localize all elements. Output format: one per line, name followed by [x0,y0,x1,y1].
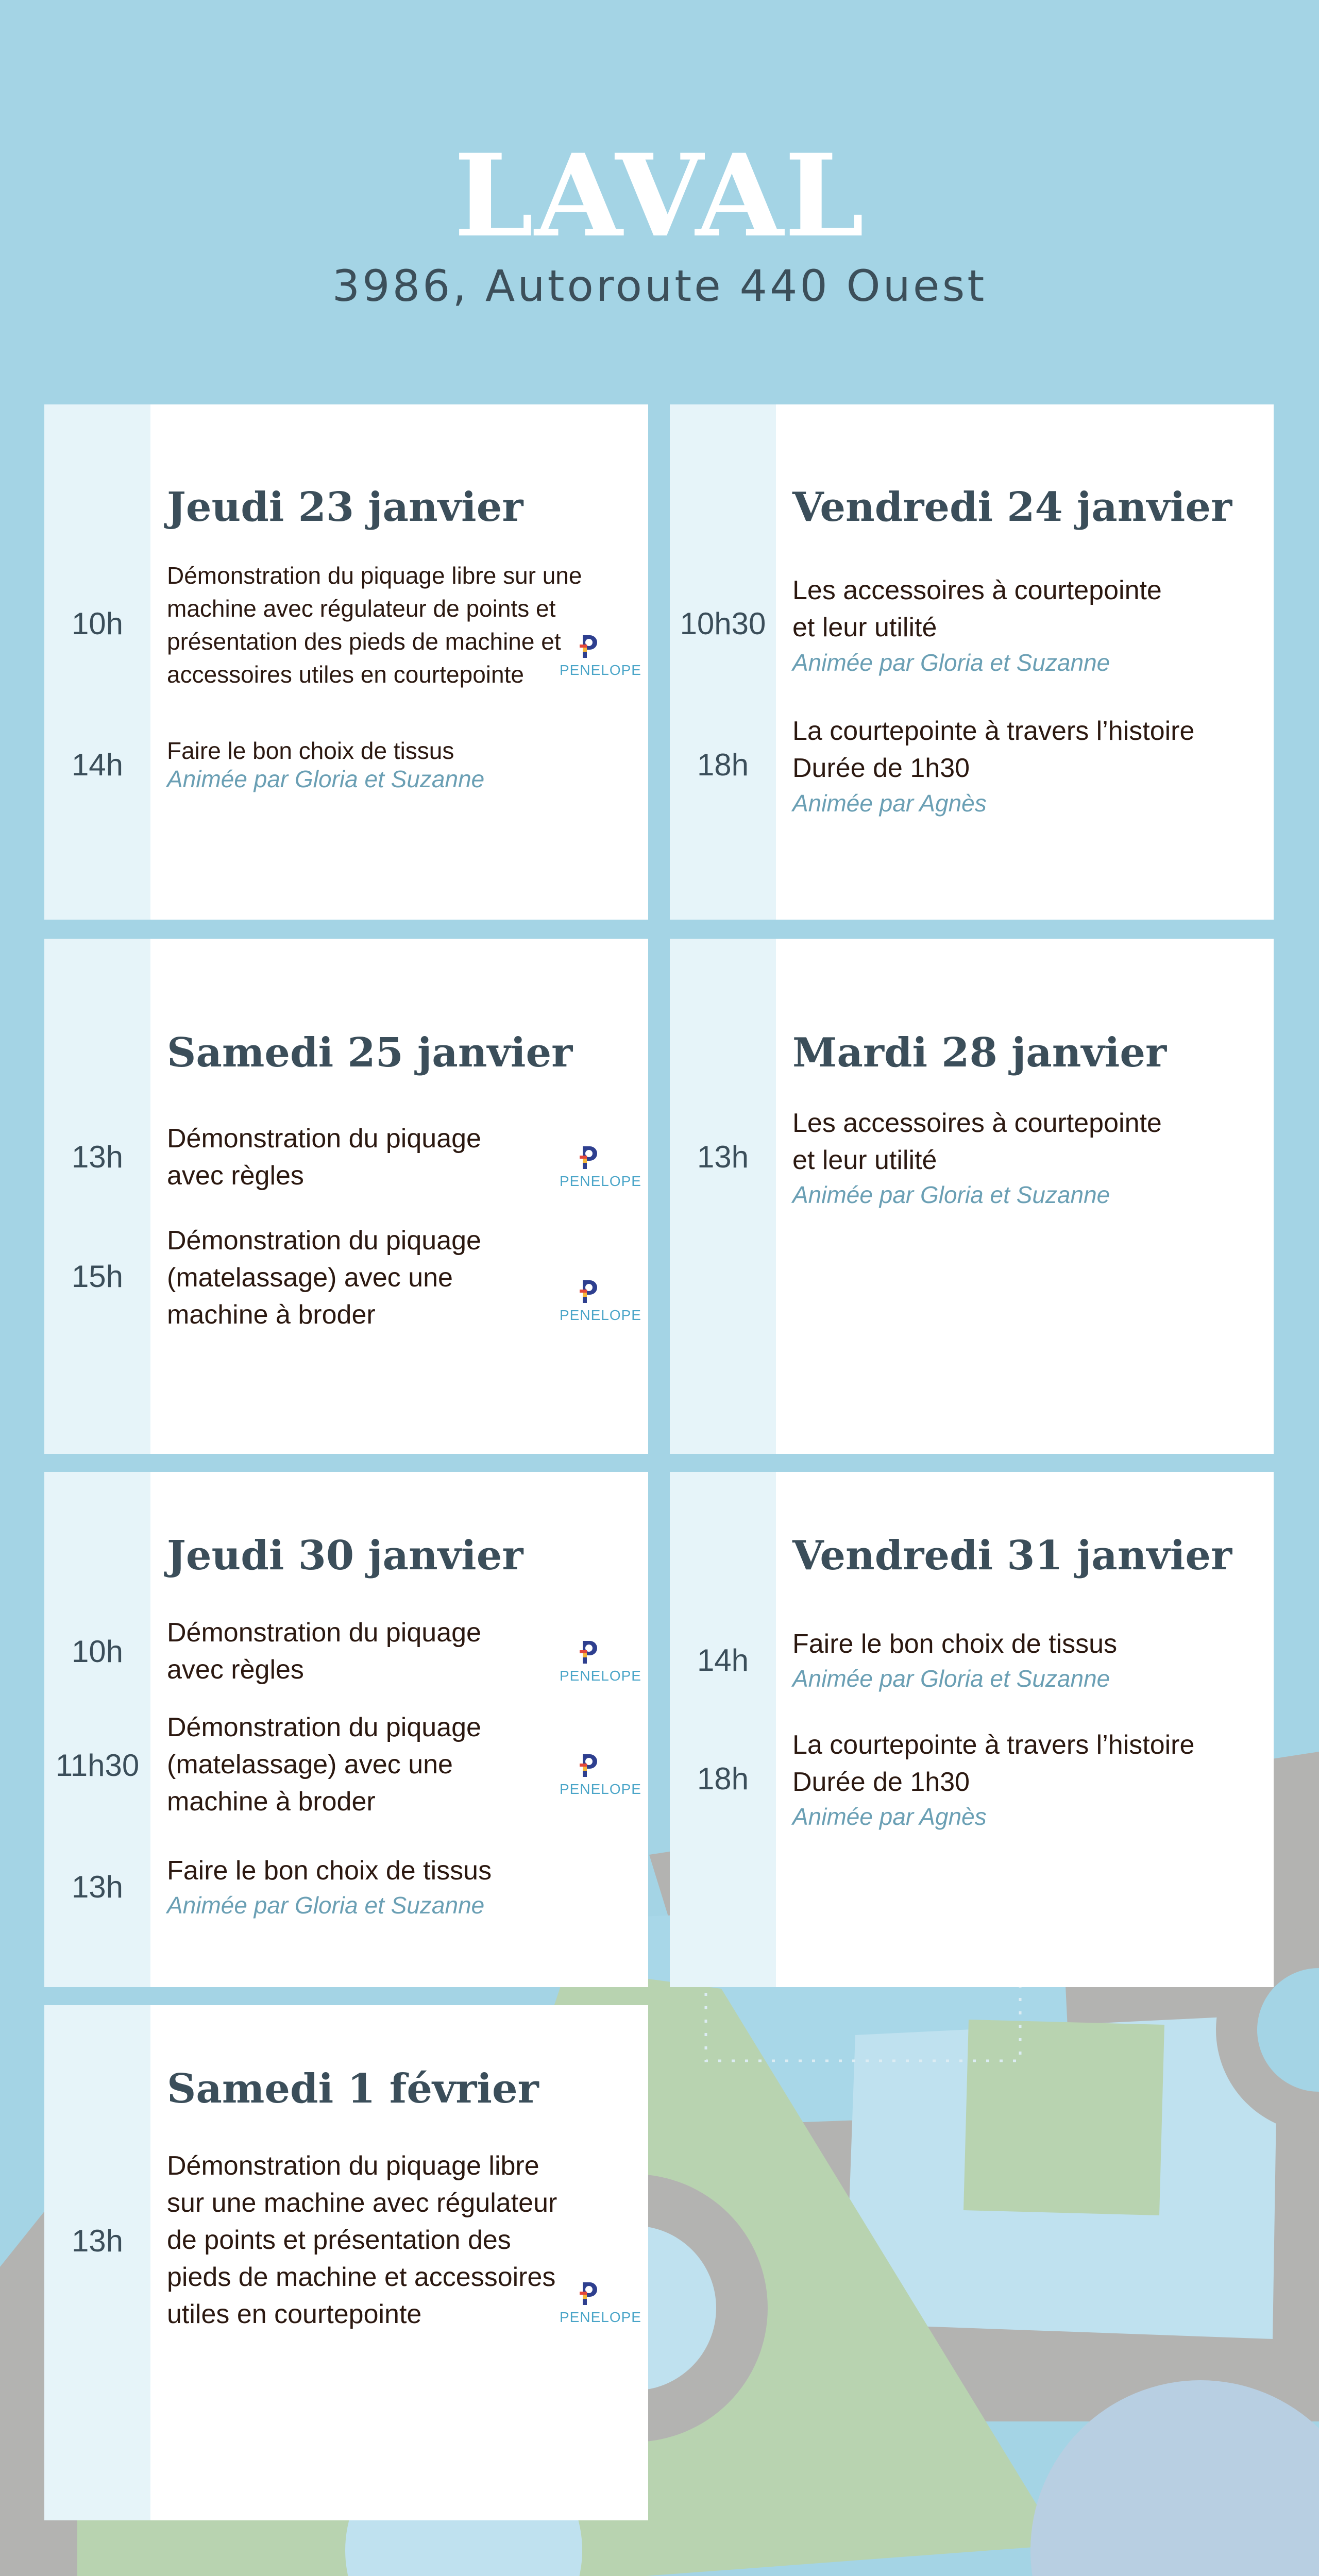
time-rail [44,2005,150,2520]
event-description: Démonstration du piquage (matelassage) avec une machine à broder [167,1226,481,1330]
event-description: Démonstration du piquage libre sur une machine avec régulateur de points et présentation des pieds de machine et accessoires utiles en courtepointe [167,562,582,688]
event-time: 13h [71,2224,124,2258]
day-card [670,939,1274,1454]
time-rail [44,404,150,920]
day-title: Jeudi 23 janvier [167,484,523,531]
event-animator: Animée par Gloria et Suzanne [792,1665,1110,1692]
event-time: 18h [697,1761,749,1796]
time-rail [670,939,776,1454]
day-card [44,939,648,1454]
brand-name: PENELOPE [560,1781,641,1797]
event-time: 10h [71,1634,124,1669]
day-card [44,2005,648,2520]
event-description: Démonstration du piquage (matelassage) avec une machine à broder [167,1713,481,1817]
penelope-logo-icon [560,1750,641,1807]
day-card [670,404,1274,920]
event-time: 15h [71,1259,124,1294]
event-time: 14h [697,1643,749,1677]
day-title: Vendredi 24 janvier [792,484,1232,531]
brand-name: PENELOPE [560,1173,641,1189]
event-time: 14h [71,748,124,782]
event-animator: Animée par Gloria et Suzanne [167,1892,485,1919]
event-description: Démonstration du piquage avec règles [167,1618,481,1685]
time-rail [670,404,776,920]
penelope-logo-icon [560,631,641,688]
event-description: La courtepointe à travers l’histoire Durée de 1h30 [792,1730,1195,1797]
event-time: 13h [71,1870,124,1904]
penelope-logo-icon [560,2278,641,2335]
brand-name: PENELOPE [560,662,641,678]
store-address: 3986, Autoroute 440 Ouest [332,261,987,311]
day-card [44,404,648,920]
event-time: 18h [697,748,749,782]
day-card [670,1472,1274,1987]
day-card [44,1472,648,1987]
event-description: Démonstration du piquage libre sur une machine avec régulateur de points et présentation des pieds de machine et accessoires utiles en courtepointe [167,2151,557,2329]
event-animator: Animée par Gloria et Suzanne [792,1181,1110,1208]
time-rail [670,1472,776,1987]
day-title: Jeudi 30 janvier [167,1532,523,1579]
event-description: Démonstration du piquage avec règles [167,1124,481,1191]
event-time: 13h [71,1140,124,1174]
event-description: Les accessoires à courtepointe et leur utilité [792,1108,1162,1175]
event-time: 10h30 [680,606,766,641]
event-description: Faire le bon choix de tissus [792,1629,1118,1659]
brand-name: PENELOPE [560,1668,641,1684]
day-title: Mardi 28 janvier [792,1029,1167,1076]
time-rail [44,1472,150,1987]
city-title: LAVAL [453,129,866,262]
event-time: 13h [697,1140,749,1174]
event-animator: Animée par Gloria et Suzanne [792,649,1110,676]
event-description: Les accessoires à courtepointe et leur utilité [792,575,1162,642]
penelope-logo-icon [560,1276,641,1333]
penelope-logo-icon [560,1637,641,1693]
day-title: Vendredi 31 janvier [792,1532,1232,1579]
day-title: Samedi 25 janvier [167,1029,573,1076]
event-description: La courtepointe à travers l’histoire Durée de 1h30 [792,716,1195,783]
event-description: Faire le bon choix de tissus [167,1856,492,1886]
time-rail [44,939,150,1454]
brand-name: PENELOPE [560,2309,641,2325]
event-time: 10h [71,606,124,641]
day-title: Samedi 1 février [167,2065,539,2112]
event-time: 11h30 [55,1748,140,1783]
header [0,0,1319,361]
event-animator: Animée par Gloria et Suzanne [167,766,485,792]
event-description: Faire le bon choix de tissus [167,737,454,764]
penelope-logo-icon [560,1142,641,1199]
brand-name: PENELOPE [560,1307,641,1323]
event-animator: Animée par Agnès [792,790,987,817]
event-animator: Animée par Agnès [792,1803,987,1830]
